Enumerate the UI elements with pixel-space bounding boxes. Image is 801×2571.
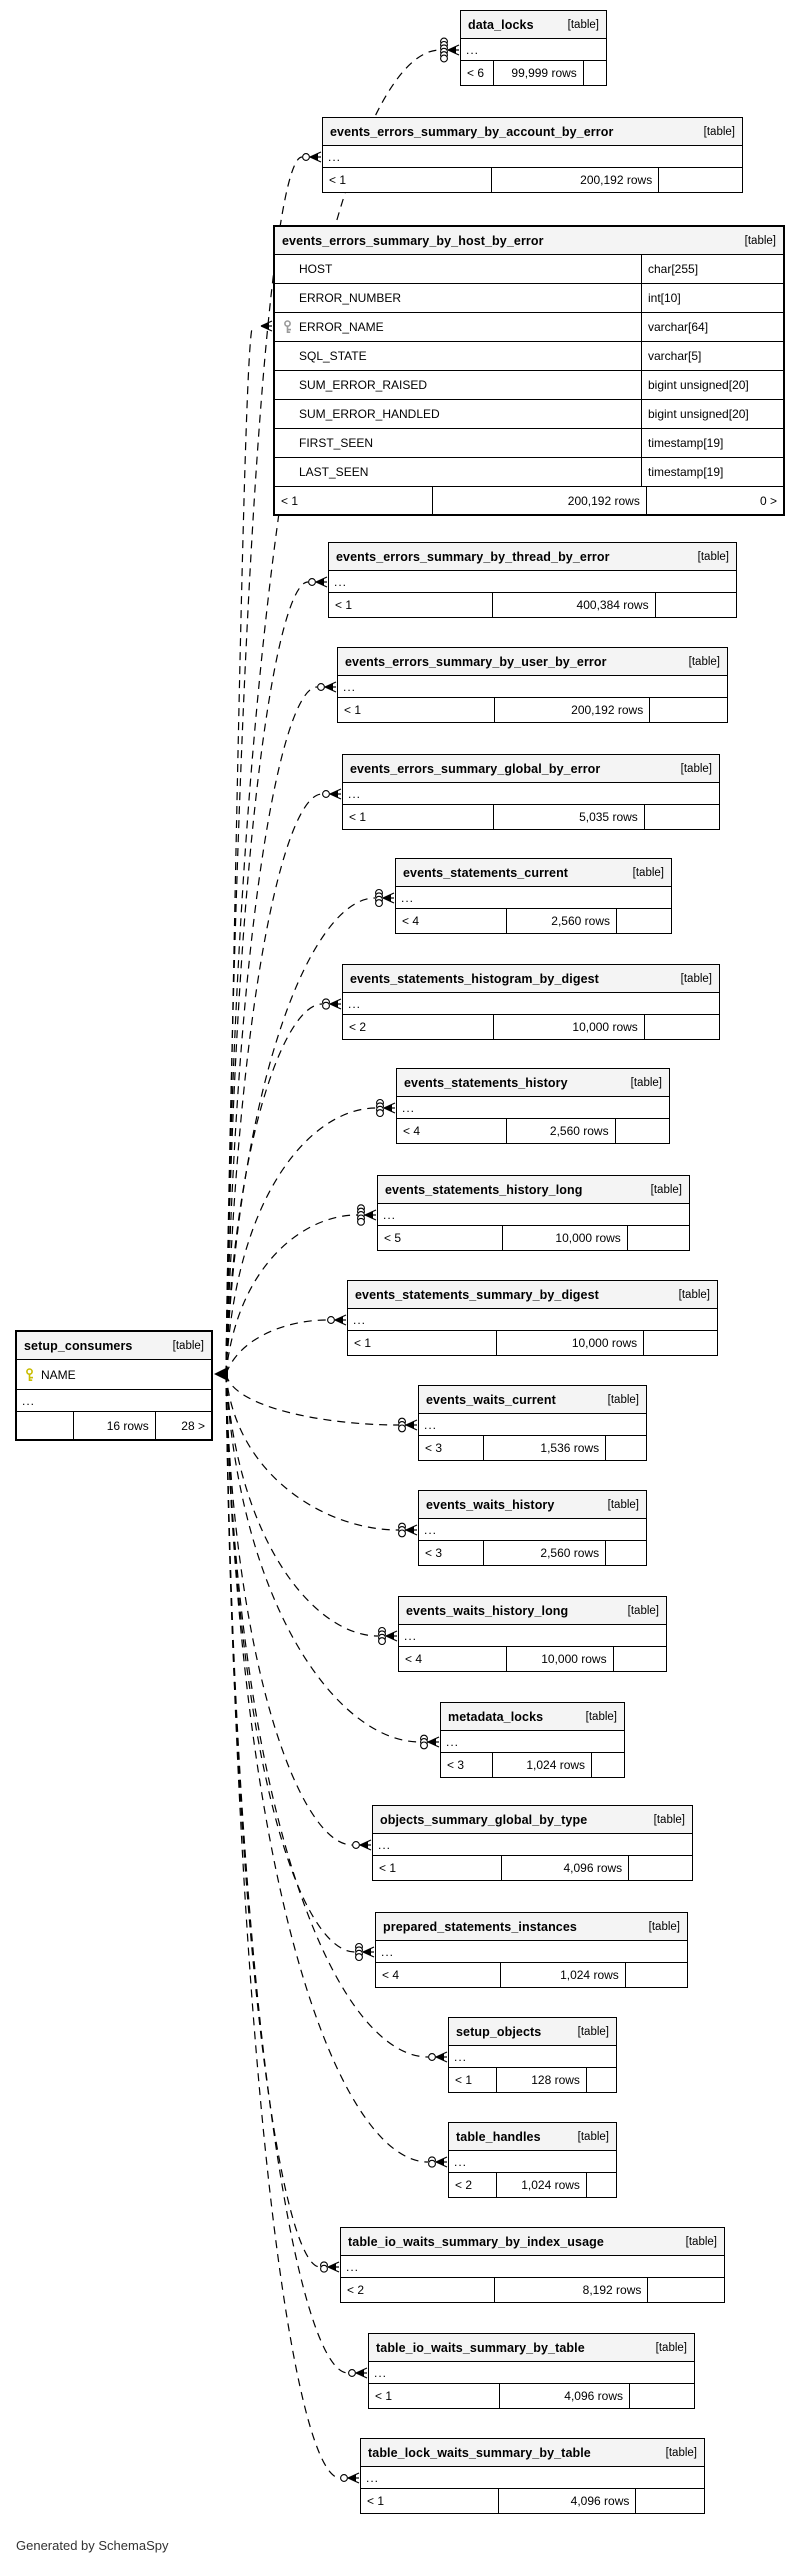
table-box-events_errors_summary_by_host_by_error[interactable] (273, 225, 785, 516)
primary-key-icon (23, 1368, 36, 1382)
table-name-link[interactable]: events_statements_histogram_by_digest (350, 971, 599, 986)
degree-out (647, 2278, 724, 2302)
column-type: bigint unsigned[20] (641, 371, 783, 399)
table-header (343, 965, 719, 993)
table-footer (369, 2384, 694, 2408)
degree-out: 0 > (646, 487, 783, 514)
degree-out (644, 1015, 719, 1039)
table-tag: [table] (697, 550, 729, 563)
degree-in: < 1 (335, 598, 353, 612)
degree-in: < 2 (349, 1020, 367, 1034)
row-count: 16 rows (73, 1412, 154, 1439)
zero-many-circle (399, 1425, 406, 1432)
table-header (17, 1332, 211, 1360)
table-footer (376, 1963, 687, 1987)
column-row-sum_error_raised (275, 371, 783, 400)
table-box-events_errors_summary_global_by_error[interactable] (342, 754, 720, 830)
hidden-columns-ellipsis: ... (396, 887, 671, 909)
table-tag: [table] (653, 1813, 685, 1826)
zero-many-circle (323, 791, 330, 798)
degree-in: < 1 (354, 1336, 372, 1350)
zero-many-circle (328, 1317, 335, 1324)
row-count: 400,384 rows (492, 593, 655, 617)
table-header (343, 755, 719, 783)
table-footer (323, 168, 742, 192)
table-name-link[interactable]: setup_consumers (24, 1338, 133, 1353)
column-type: bigint unsigned[20] (641, 400, 783, 428)
degree-in: < 4 (405, 1652, 423, 1666)
relationship-line (226, 1374, 378, 1636)
hidden-columns-ellipsis: ... (343, 993, 719, 1015)
table-tag: [table] (665, 2446, 697, 2459)
column-row-sql_state (275, 342, 783, 371)
hidden-columns-ellipsis: ... (419, 1519, 646, 1541)
column-type: char[255] (641, 255, 783, 283)
table-tag: [table] (607, 1393, 639, 1406)
relationship-events_errors_summary_by_thread_by_error (226, 577, 327, 1374)
table-tag: [table] (685, 2235, 717, 2248)
relationship-line (226, 1320, 327, 1374)
relationship-line (226, 1374, 348, 2373)
degree-in: < 1 (367, 2494, 385, 2508)
table-header (323, 118, 742, 146)
degree-out (625, 1963, 687, 1987)
table-box-events_errors_summary_by_account_by_error[interactable] (322, 117, 743, 193)
table-footer (373, 1856, 692, 1880)
zero-many-circle (341, 2475, 348, 2482)
table-footer (361, 2489, 704, 2513)
row-count: 2,560 rows (506, 1119, 615, 1143)
degree-in (17, 1412, 73, 1439)
zero-many-circle (441, 55, 448, 62)
zero-many-circle (353, 1842, 360, 1849)
relationship-objects_summary_global_by_type (226, 1374, 371, 1850)
degree-in: < 3 (447, 1758, 465, 1772)
table-header (441, 1703, 624, 1731)
relationship-line (226, 582, 308, 1374)
degree-out (649, 698, 727, 722)
hidden-columns-ellipsis: ... (397, 1097, 669, 1119)
hidden-columns-ellipsis: ... (373, 1834, 692, 1856)
table-footer (329, 593, 736, 617)
zero-many-circle (323, 1002, 330, 1009)
table-footer (17, 1412, 211, 1439)
degree-out (655, 593, 736, 617)
table-tag: [table] (680, 762, 712, 775)
column-row-sum_error_handled (275, 400, 783, 429)
relationship-events_statements_histogram_by_digest (226, 999, 341, 1374)
table-name-link[interactable]: table_io_waits_summary_by_table (376, 2340, 585, 2355)
zero-many-circle (379, 1638, 386, 1645)
hidden-columns-ellipsis: ... (361, 2467, 704, 2489)
table-box-events_errors_summary_by_user_by_error[interactable] (337, 647, 728, 723)
relationship-metadata_locks (226, 1374, 439, 1749)
zero-many-circle (429, 2054, 436, 2061)
table-name-link[interactable]: data_locks (468, 17, 534, 32)
degree-in: < 4 (403, 1124, 421, 1138)
degree-out (605, 1541, 646, 1565)
hidden-columns-ellipsis: ... (341, 2256, 724, 2278)
relationship-line (226, 1374, 420, 1742)
hidden-columns-ellipsis: ... (323, 146, 742, 168)
row-count: 10,000 rows (493, 1015, 643, 1039)
degree-in: < 1 (344, 703, 362, 717)
table-name-link[interactable]: events_errors_summary_by_account_by_error (330, 124, 614, 139)
table-footer (348, 1331, 717, 1355)
table-tag: [table] (627, 1604, 659, 1617)
table-name-link[interactable]: events_errors_summary_by_host_by_error (282, 233, 544, 248)
table-header (329, 543, 736, 571)
table-tag: [table] (172, 1339, 204, 1352)
hidden-columns-ellipsis: ... (441, 1731, 624, 1753)
table-box-table_handles[interactable] (448, 2122, 617, 2198)
hidden-columns-ellipsis: ... (376, 1941, 687, 1963)
table-box-events_statements_current[interactable] (395, 858, 672, 934)
degree-out (586, 2173, 616, 2197)
row-count: 99,999 rows (493, 61, 583, 85)
column-row-host (275, 255, 783, 284)
row-count: 1,536 rows (483, 1436, 606, 1460)
table-footer (396, 909, 671, 933)
table-tag: [table] (680, 972, 712, 985)
degree-in: < 1 (329, 173, 347, 187)
table-name-link[interactable]: events_statements_history_long (385, 1182, 583, 1197)
table-footer (341, 2278, 724, 2302)
table-footer (343, 805, 719, 829)
table-name-link[interactable]: prepared_statements_instances (383, 1919, 577, 1934)
hidden-columns-ellipsis: ... (399, 1625, 666, 1647)
column-row-error_number (275, 284, 783, 313)
table-footer (275, 487, 783, 514)
table-header (275, 227, 783, 255)
table-name-link[interactable]: setup_objects (456, 2024, 542, 2039)
table-box-metadata_locks[interactable] (440, 1702, 625, 1778)
zero-many-circle (356, 1954, 363, 1961)
table-header (361, 2439, 704, 2467)
degree-in: < 3 (425, 1546, 443, 1560)
column-name: LAST_SEEN (299, 465, 369, 479)
row-count: 200,192 rows (491, 168, 659, 192)
hidden-columns-ellipsis: ... (329, 571, 736, 593)
table-footer (449, 2068, 616, 2092)
table-tag: [table] (577, 2025, 609, 2038)
table-header (348, 1281, 717, 1309)
key-slot (17, 1368, 41, 1382)
table-footer (399, 1647, 666, 1671)
zero-many-circle (303, 154, 310, 161)
zero-many-circle (309, 579, 316, 586)
table-name-link[interactable]: events_errors_summary_by_user_by_error (345, 654, 607, 669)
hidden-columns-ellipsis: ... (343, 783, 719, 805)
relationship-line (226, 1374, 340, 2478)
column-name: ERROR_NUMBER (299, 291, 402, 305)
degree-out (628, 1856, 692, 1880)
row-count: 4,096 rows (501, 1856, 629, 1880)
table-footer (419, 1436, 646, 1460)
table-box-objects_summary_global_by_type[interactable] (372, 1805, 693, 1881)
row-count: 200,192 rows (494, 698, 650, 722)
table-name-link[interactable]: events_statements_history (404, 1075, 568, 1090)
table-footer (419, 1541, 646, 1565)
degree-in: < 5 (384, 1231, 402, 1245)
degree-out (629, 2384, 694, 2408)
column-name: ERROR_NAME (299, 320, 384, 334)
table-box-table_io_waits_summary_by_table[interactable] (368, 2333, 695, 2409)
table-name-link[interactable]: table_io_waits_summary_by_index_usage (348, 2234, 604, 2249)
table-footer (343, 1015, 719, 1039)
table-tag: [table] (607, 1498, 639, 1511)
table-name-link[interactable]: events_waits_history (426, 1497, 555, 1512)
table-tag: [table] (567, 18, 599, 31)
relationship-events_statements_summary_by_digest (226, 1315, 346, 1374)
table-name-link[interactable]: objects_summary_global_by_type (380, 1812, 588, 1827)
table-box-events_errors_summary_by_thread_by_error[interactable] (328, 542, 737, 618)
table-tag: [table] (678, 1288, 710, 1301)
table-header (461, 11, 606, 39)
zero-many-circle (349, 2370, 356, 2377)
degree-in: < 6 (467, 66, 485, 80)
relationship-table_handles (226, 1374, 447, 2167)
relationship-line (226, 1215, 357, 1374)
column-name: SUM_ERROR_HANDLED (299, 407, 440, 421)
index-key-icon (281, 320, 294, 334)
column-name: NAME (41, 1367, 76, 1382)
row-count: 5,035 rows (493, 805, 643, 829)
column-row-error_name (275, 313, 783, 342)
row-count: 4,096 rows (498, 2489, 635, 2513)
table-tag: [table] (577, 2130, 609, 2143)
zero-many-circle (421, 1742, 428, 1749)
degree-in: < 2 (455, 2178, 473, 2192)
hidden-columns-ellipsis: ... (348, 1309, 717, 1331)
hidden-columns-ellipsis: ... (419, 1414, 646, 1436)
hidden-columns-ellipsis: ... (369, 2362, 694, 2384)
row-count: 10,000 rows (506, 1647, 613, 1671)
table-tag: [table] (703, 125, 735, 138)
row-count: 200,192 rows (432, 487, 645, 514)
table-box-setup_consumers[interactable] (15, 1330, 213, 1441)
table-name-link[interactable]: events_statements_summary_by_digest (355, 1287, 599, 1302)
column-name: SQL_STATE (299, 349, 367, 363)
relationship-line (226, 794, 322, 1374)
degree-in: < 1 (379, 1861, 397, 1875)
relationship-line (226, 1374, 428, 2162)
degree-out (644, 805, 719, 829)
column-row-last_seen (275, 458, 783, 487)
degree-out (605, 1436, 646, 1460)
table-header (376, 1913, 687, 1941)
zero-many-circle (429, 2160, 436, 2167)
degree-in: < 1 (375, 2389, 393, 2403)
table-header (449, 2123, 616, 2151)
row-count: 128 rows (496, 2068, 586, 2092)
column-type: varchar[5] (641, 342, 783, 370)
table-name-link[interactable]: events_waits_current (426, 1392, 556, 1407)
degree-in: < 1 (349, 810, 367, 824)
table-name-link[interactable]: events_errors_summary_by_thread_by_error (336, 549, 610, 564)
zero-many-circle (358, 1218, 365, 1225)
row-count: 1,024 rows (492, 1753, 591, 1777)
degree-out (613, 1647, 666, 1671)
relationship-table_lock_waits_summary_by_table (226, 1374, 359, 2483)
row-count: 10,000 rows (502, 1226, 626, 1250)
degree-in: < 1 (281, 493, 299, 508)
hidden-columns-ellipsis: ... (449, 2046, 616, 2068)
table-tag: [table] (648, 1920, 680, 1933)
table-footer (461, 61, 606, 85)
hidden-columns-ellipsis: ... (461, 39, 606, 61)
key-slot (275, 320, 299, 334)
table-box-events_waits_history_long[interactable] (398, 1596, 667, 1672)
table-footer (338, 698, 727, 722)
column-row-name (17, 1360, 211, 1390)
degree-in: < 3 (425, 1441, 443, 1455)
relationship-line (226, 1374, 352, 1845)
degree-out (583, 61, 606, 85)
table-footer (441, 1753, 624, 1777)
table-header (378, 1176, 689, 1204)
table-header (341, 2228, 724, 2256)
relationship-events_waits_current (226, 1374, 417, 1432)
zero-many-circle (377, 1110, 384, 1117)
table-box-table_io_waits_summary_by_index_usage[interactable] (340, 2227, 725, 2303)
table-box-events_waits_history[interactable] (418, 1490, 647, 1566)
table-name-link[interactable]: events_errors_summary_global_by_error (350, 761, 601, 776)
row-count: 1,024 rows (500, 1963, 624, 1987)
degree-out (635, 2489, 704, 2513)
degree-out (616, 909, 671, 933)
table-box-events_waits_current[interactable] (418, 1385, 647, 1461)
zero-many-circle (376, 900, 383, 907)
degree-out (643, 1331, 717, 1355)
table-footer (378, 1226, 689, 1250)
table-box-events_statements_history_long[interactable] (377, 1175, 690, 1251)
degree-out (658, 168, 742, 192)
column-name: FIRST_SEEN (299, 436, 374, 450)
zero-many-circle (318, 684, 325, 691)
table-name-link[interactable]: events_statements_current (403, 865, 569, 880)
row-count: 8,192 rows (494, 2278, 647, 2302)
table-box-setup_objects[interactable] (448, 2017, 617, 2093)
table-tag: [table] (630, 1076, 662, 1089)
table-header (419, 1386, 646, 1414)
column-type: varchar[64] (641, 313, 783, 341)
table-box-events_statements_history[interactable] (396, 1068, 670, 1144)
row-count: 2,560 rows (506, 909, 616, 933)
row-count: 1,024 rows (496, 2173, 586, 2197)
column-type: timestamp[19] (641, 458, 783, 486)
table-footer (397, 1119, 669, 1143)
table-name-link[interactable]: table_lock_waits_summary_by_table (368, 2445, 591, 2460)
degree-out: 28 > (155, 1412, 211, 1439)
table-header (338, 648, 727, 676)
degree-out (586, 2068, 616, 2092)
generated-by-note: Generated by SchemaSpy (16, 2538, 169, 2553)
degree-in: < 2 (347, 2283, 365, 2297)
degree-out (591, 1753, 624, 1777)
table-header (419, 1491, 646, 1519)
table-box-data_locks[interactable] (460, 10, 607, 86)
table-box-events_statements_histogram_by_digest[interactable] (342, 964, 720, 1040)
degree-in: < 1 (455, 2073, 473, 2087)
zero-many-circle (399, 1530, 406, 1537)
relationship-line (226, 1374, 320, 2267)
degree-out (627, 1226, 689, 1250)
table-name-link[interactable]: table_handles (456, 2129, 541, 2144)
relationship-events_waits_history_long (226, 1374, 397, 1645)
table-name-link[interactable]: events_waits_history_long (406, 1603, 569, 1618)
table-header (449, 2018, 616, 2046)
column-type: timestamp[19] (641, 429, 783, 457)
table-box-table_lock_waits_summary_by_table[interactable] (360, 2438, 705, 2514)
column-name: HOST (299, 262, 333, 276)
table-tag: [table] (585, 1710, 617, 1723)
table-tag: [table] (688, 655, 720, 668)
table-header (373, 1806, 692, 1834)
table-header (369, 2334, 694, 2362)
table-header (396, 859, 671, 887)
hidden-columns-ellipsis: ... (338, 676, 727, 698)
column-type: int[10] (641, 284, 783, 312)
table-tag: [table] (650, 1183, 682, 1196)
degree-in: < 4 (382, 1968, 400, 1982)
relationship-line (226, 1374, 398, 1530)
degree-out (615, 1119, 669, 1143)
column-row-first_seen (275, 429, 783, 458)
column-name: SUM_ERROR_RAISED (299, 378, 428, 392)
relationship-line (226, 1374, 398, 1425)
degree-in: < 4 (402, 914, 420, 928)
table-name-link[interactable]: metadata_locks (448, 1709, 544, 1724)
row-count: 10,000 rows (496, 1331, 644, 1355)
zero-many-circle (321, 2265, 328, 2272)
table-box-events_statements_summary_by_digest[interactable] (347, 1280, 718, 1356)
table-tag: [table] (744, 234, 776, 247)
table-tag: [table] (632, 866, 664, 879)
table-footer (449, 2173, 616, 2197)
hidden-columns-ellipsis: ... (449, 2151, 616, 2173)
table-tag: [table] (655, 2341, 687, 2354)
row-count: 2,560 rows (483, 1541, 606, 1565)
table-header (397, 1069, 669, 1097)
table-box-prepared_statements_instances[interactable] (375, 1912, 688, 1988)
hidden-columns-ellipsis: ... (17, 1390, 211, 1412)
row-count: 4,096 rows (499, 2384, 629, 2408)
hidden-columns-ellipsis: ... (378, 1204, 689, 1226)
table-header (399, 1597, 666, 1625)
